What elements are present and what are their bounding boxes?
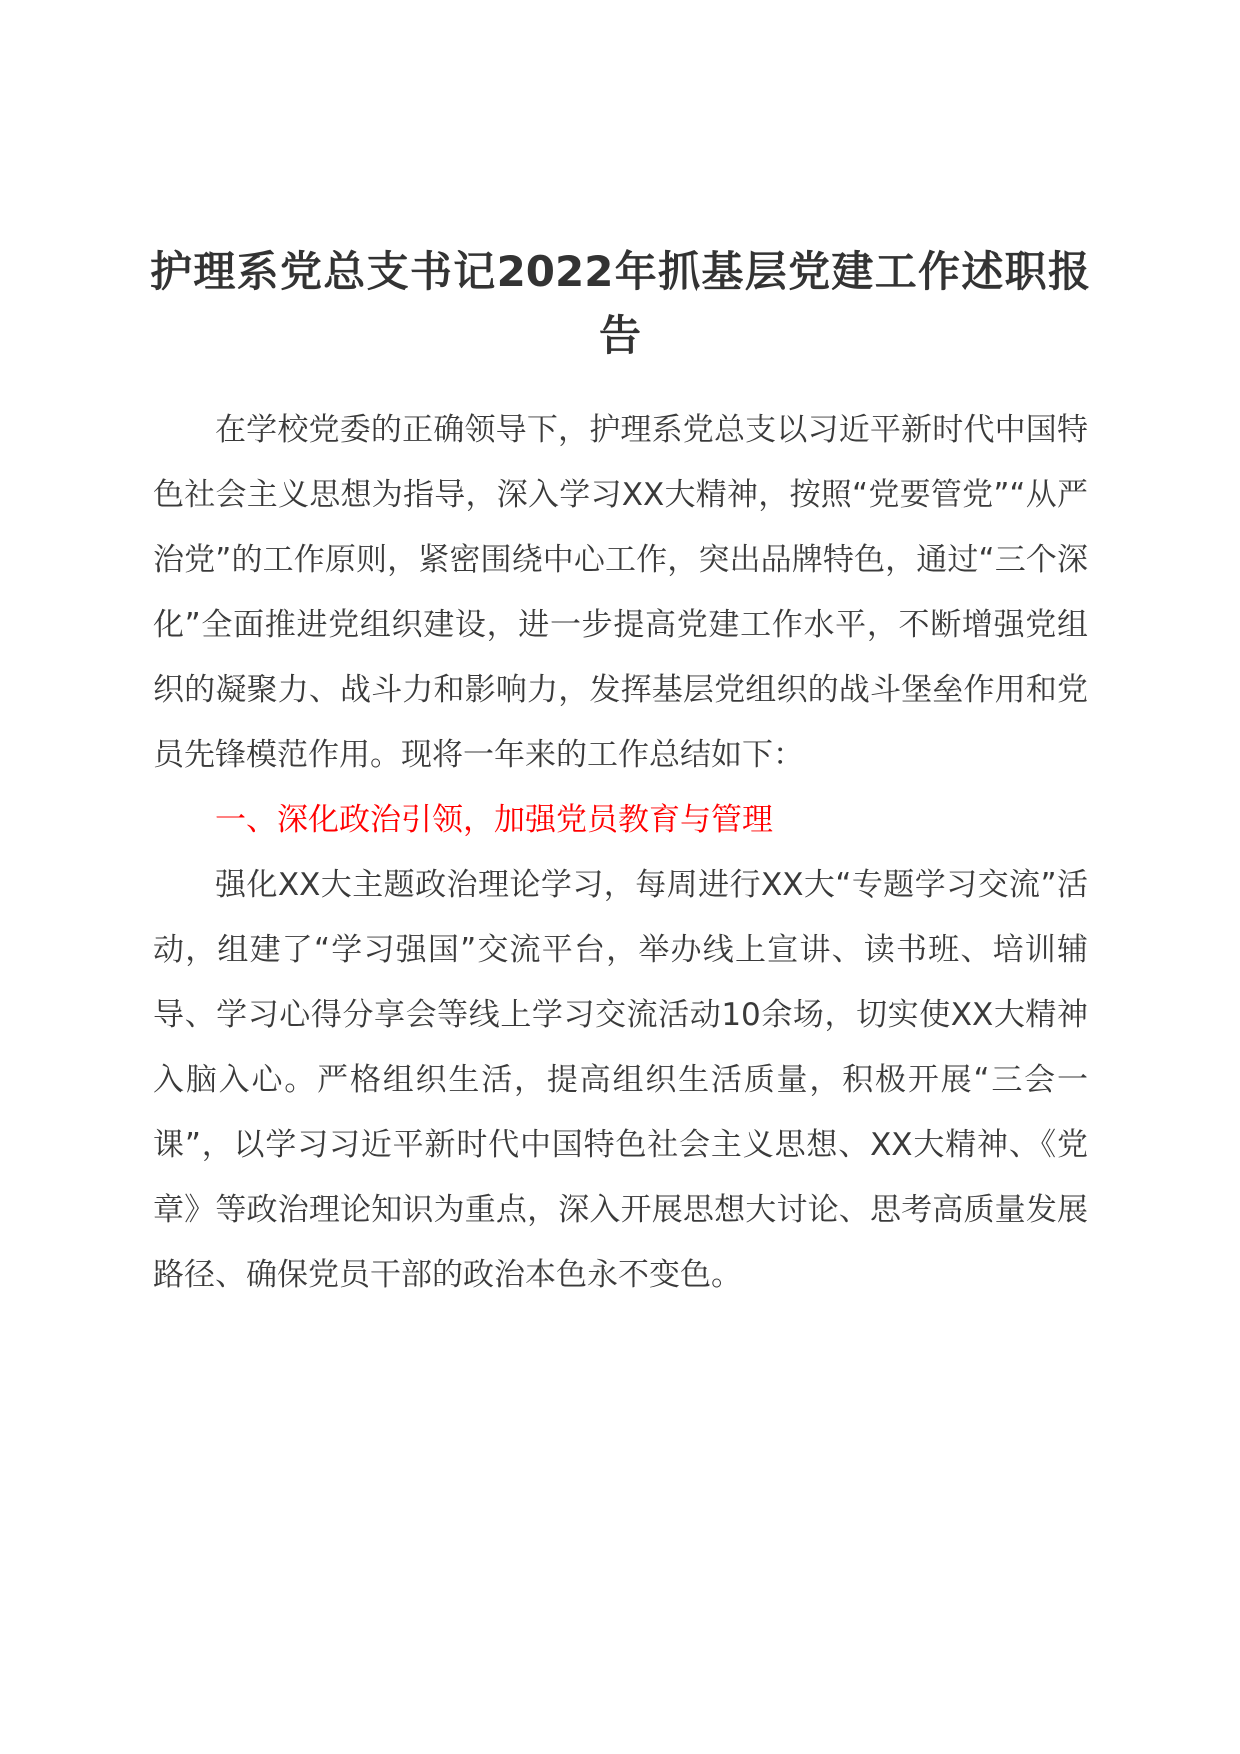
- document-body: [153, 398, 1088, 1308]
- document-title: 护理系党总支书记2022年抓基层党建工作述职报告: [150, 247, 1090, 360]
- intro-paragraph: 在学校党委的正确领导下，护理系党总支以习近平新时代中国特色社会主义思想为指导，深入学习XX大精神，按照“党要管党”“从严治党”的工作原则，紧密围绕中心工作，突出品牌特色，通过“三个深化”全面推进党组织建设，进一步提高党建工作水平，不断增强党组织的凝聚力、战斗力和影响力，发挥基层党组织的战斗堡垒作用和党员先锋模范作用。现将一年来的工作总结如下：: [153, 412, 1088, 773]
- section-heading: 一、深化政治引领，加强党员教育与管理: [215, 802, 773, 838]
- section-paragraph: 强化XX大主题政治理论学习，每周进行XX大“专题学习交流”活动，组建了“学习强国”交流平台，举办线上宣讲、读书班、培训辅导、学习心得分享会等线上学习交流活动10余场，切实使XX大精神入脑入心。严格组织生活，提高组织生活质量，积极开展“三会一课”，以学习习近平新时代中国特色社会主义思想、XX大精神、《党章》等政治理论知识为重点，深入开展思想大讨论、思考高质量发展路径、确保党员干部的政治本色永不变色。: [153, 867, 1088, 1293]
